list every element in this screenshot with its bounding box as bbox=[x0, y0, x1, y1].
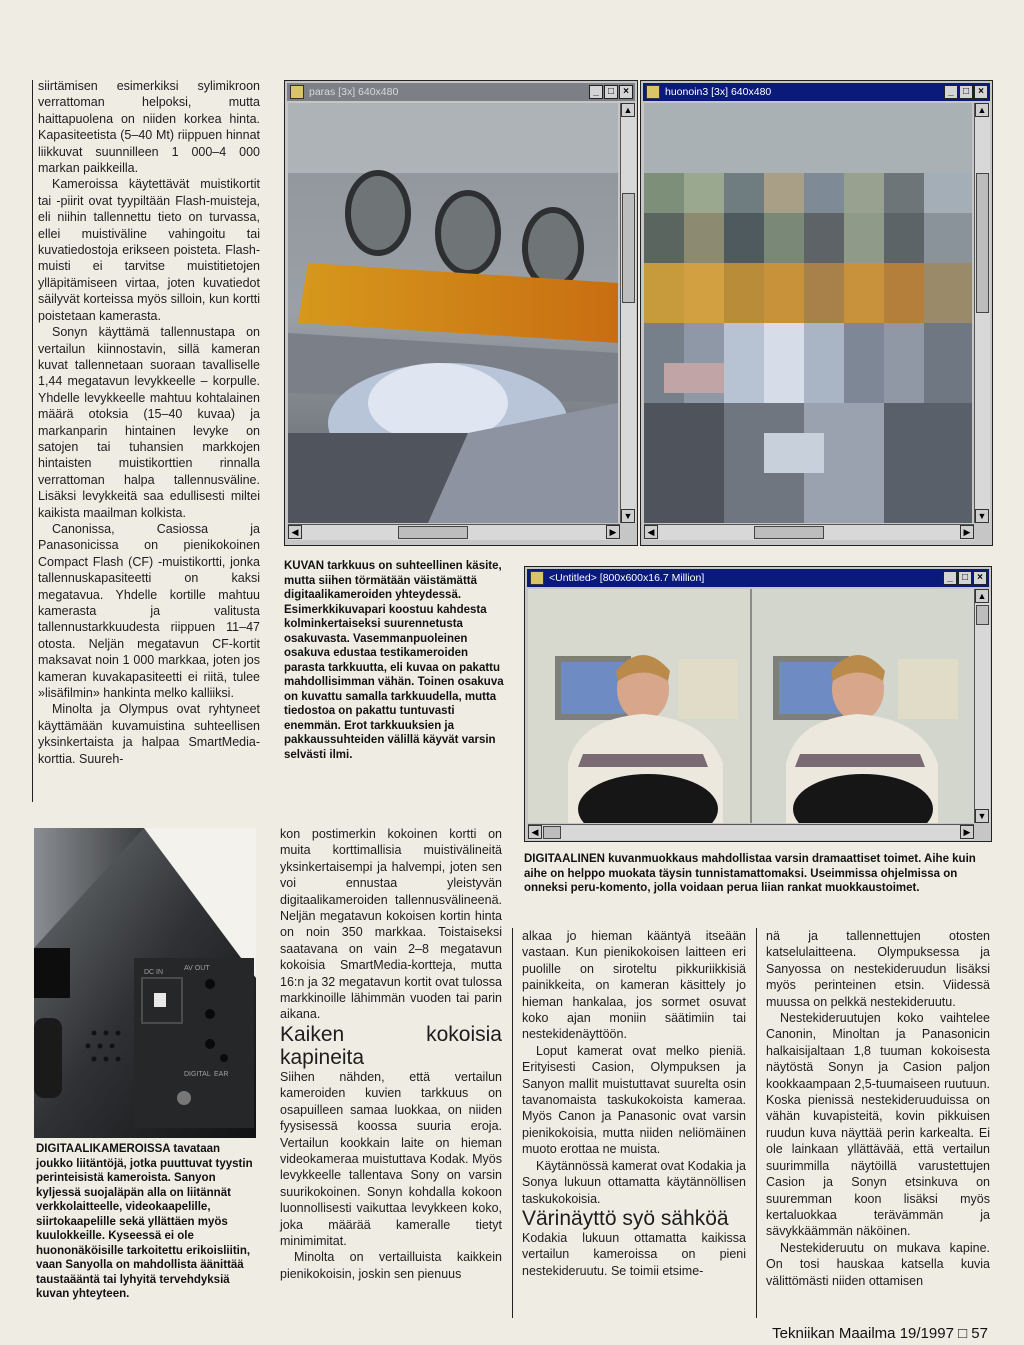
paragraph: Sonyn käyttämä tallennustapa on vertailun kiinnostavin, sillä kameran kuvat tallennetaan suoraan tavalliselle 1,44 megatavun levykkeelle – korpulle. Yhdelle levykkeelle mahtuu kohtalainen määrä otoksia (15–40 kuvaa) ja markanparin hintainen levyke on satojen tai tuhansien markkojen hintaisten muistikorttien rinnalla verrattoman halpa tallennusväline. Lisäksi levykkeitä saa edullisesti miltei kaikista maailman kolkista. bbox=[38, 325, 260, 520]
paragraph: nä ja tallennettujen otosten katselulaitteena. Olympuksessa ja Sanyossa on nestekideruudun lisäksi myös perinteinen etsin. Viidessä muussa on pelkkä nestekideruutu. bbox=[766, 929, 990, 1009]
section-heading: Värinäyttö syö sähköä bbox=[522, 1206, 729, 1230]
section-heading: Kaiken kokoisia kapineita bbox=[280, 1022, 502, 1069]
paragraph: Käytännössä kamerat ovat Kodakia ja Sonya lukuun ottamatta käytännöllisen taskukokoisia. bbox=[522, 1158, 746, 1206]
vertical-scrollbar[interactable] bbox=[620, 103, 636, 523]
scroll-thumb[interactable] bbox=[976, 173, 989, 313]
minimize-icon[interactable]: _ bbox=[944, 85, 958, 99]
horizontal-scrollbar[interactable] bbox=[644, 524, 974, 540]
camera-connector-photo bbox=[34, 828, 256, 1138]
paragraph: Nestekideruutu on mukava kapine. On tosi hauskaa katsella kuvia välittömästi niiden ottamisen bbox=[766, 1240, 990, 1288]
scroll-thumb[interactable] bbox=[543, 826, 561, 839]
minimize-icon[interactable]: _ bbox=[589, 85, 603, 99]
ear-label: EAR bbox=[214, 1071, 229, 1078]
vertical-scrollbar[interactable] bbox=[974, 103, 990, 523]
app-icon bbox=[290, 85, 304, 99]
scroll-up-icon[interactable]: ▲ bbox=[975, 589, 989, 603]
image-window-worst[interactable] bbox=[640, 80, 993, 546]
scroll-thumb[interactable] bbox=[754, 526, 824, 539]
app-icon bbox=[530, 571, 544, 585]
paragraph: Minolta on vertailluista kaikkein pienikokoisin, joskin sen pienuus bbox=[280, 1250, 502, 1281]
paragraph: siirtämisen esimerkiksi sylimikroon verrattoman helpoksi, mutta haittapuolena on niiden korkea hinta. Kapasiteetista (5–40 Mt) riippuen hinnat liikkuvat suunnilleen 1 000–4 000 markan paikkeilla. bbox=[38, 79, 260, 176]
paragraph: kon postimerkin kokoinen kortti on muita korttimallisia muistivälineitä yksinkertaisempi ja halvempi, joten sen voi ennustaa yleistyvän digitaalikameroiden tallennusvälineenä. Neljän megatavun kokoisen kortin hinta on noin 350 markkaa. Toistaiseksi saatavana on vain 2–8 megatavun kokoisia SmartMedia-kortteja, mutta 16:n ja 32 megatavun kortit ovat tulossa markkinoille lähimmän vuoden tai parin aikana. bbox=[280, 827, 502, 1022]
close-icon[interactable]: × bbox=[973, 571, 987, 585]
article-column-3 bbox=[522, 928, 746, 1279]
app-icon bbox=[646, 85, 660, 99]
maximize-icon[interactable]: □ bbox=[604, 85, 618, 99]
scroll-right-icon[interactable]: ▶ bbox=[960, 825, 974, 839]
scroll-left-icon[interactable]: ◀ bbox=[528, 825, 542, 839]
paragraph: Loput kamerat ovat melko pieniä. Erityisesti Casion, Olympuksen ja Sanyon mallit muistuttavat suurelta osin tavanomaista taskukokoista kameraa. Myös Canon ja Panasonic ovat varsin pienikokoisia, mutta niiden neliömäinen muoto erottaa ne muista. bbox=[522, 1043, 746, 1157]
sharp-image bbox=[288, 103, 618, 523]
scroll-left-icon[interactable]: ◀ bbox=[644, 525, 658, 539]
page-footer: Tekniikan Maailma 19/1997 □ 57 bbox=[772, 1325, 988, 1342]
scroll-up-icon[interactable]: ▲ bbox=[621, 103, 635, 117]
column-rule bbox=[756, 928, 757, 1318]
paragraph: Canonissa, Casiossa ja Panasonicissa on pienikokoinen Compact Flash (CF) -muistikortti, jonka tallennuskapasiteetti on kaksi megatavua. Yhdelle kortille mahtuu kamerasta ja valitusta tallennustarkkuudesta riippuen 11–47 otosta. Neljän megatavun CF-kortit maksavat noin 1 000 markkaa, joten jos kameran kuvakapasiteetti ei riitä, tulee »lisäfilmin» hankinta melko kalliiksi. bbox=[38, 521, 260, 701]
article-column-2 bbox=[280, 826, 502, 1282]
article-column-4 bbox=[766, 928, 990, 1289]
paragraph: alkaa jo hieman kääntyä itseään vastaan. Kun pienikokoisen laitteen eri puolille on siroteltu pikkuriikkisiä painikkeita, on kameran käsittely jo hieman hankalaa, jos sormet osuvat koko ajan moniin säätimiin tai nestekidenäyttöön. bbox=[522, 929, 746, 1042]
window-titlebar[interactable] bbox=[643, 83, 990, 101]
column-rule bbox=[32, 80, 33, 802]
window-title: <Untitled> [800x600x16.7 Million] bbox=[549, 572, 705, 584]
scroll-left-icon[interactable]: ◀ bbox=[288, 525, 302, 539]
scroll-thumb[interactable] bbox=[622, 193, 635, 303]
maximize-icon[interactable]: □ bbox=[958, 571, 972, 585]
caption-image-sharpness: KUVAN tarkkuus on suhteellinen käsite, mutta siihen törmätään väistämättä digitaalikameroiden yhteydessä. Esimerkkikuvapari koostuu kahdesta kolminkertaiseksi suurennetusta osakuvasta. Vasemmanpuoleinen osakuva edustaa testikameroiden parasta tarkkuutta, eli kuvaa on pakattu mahdollisimman vähän. Toinen osakuva on kuvattu samalla tarkkuudella, mutta tiedostoa on pakattu tuntuvasti enemmän. Erot tarkkuuksien ja pakkaussuhteiden välillä käyvät varsin selvästi ilmi. bbox=[284, 560, 504, 761]
window-title: huonoin3 [3x] 640x480 bbox=[665, 86, 772, 98]
av-out-label: AV OUT bbox=[184, 965, 210, 972]
scroll-thumb[interactable] bbox=[398, 526, 468, 539]
edited-photo bbox=[528, 589, 974, 823]
image-window-untitled[interactable] bbox=[524, 566, 992, 842]
scroll-thumb[interactable] bbox=[976, 605, 989, 625]
close-icon[interactable]: × bbox=[974, 85, 988, 99]
caption-digital-editing: DIGITAALINEN kuvanmuokkaus mahdollistaa varsin dramaattiset toimet. Aihe kuin aihe on helppo muokata täysin tunnistamattomaksi. Useimmissa ohjelmissa on onneksi peru-komento, jolla voidaan perua liian rankat muokkaustoimet. bbox=[524, 853, 976, 894]
dc-in-label: DC IN bbox=[144, 969, 164, 976]
horizontal-scrollbar[interactable] bbox=[528, 824, 974, 840]
paragraph: Kameroissa käytettävät muistikortit tai -piirit ovat tyypiltään Flash-muisteja, eli niihin tallennettu tieto on turvassa, ellei muistiväline vahingoitu tai kuvatiedostoja erikseen poisteta. Flash-muisti ei tarvitse muistitietojen ylläpitämiseen virtaa, joten kuvatiedot säilyvät korteissa myös silloin, kun kortti poistetaan kamerasta. bbox=[38, 177, 260, 323]
scroll-right-icon[interactable]: ▶ bbox=[606, 525, 620, 539]
digital-label: DIGITAL bbox=[184, 1071, 211, 1078]
close-icon[interactable]: × bbox=[619, 85, 633, 99]
paragraph: Siihen nähden, että vertailun kameroiden kuvien tarkkuus on osapuilleen samaa luokkaa, on niiden fyysisessä koossa suuria eroja. Vertailun kookkain laite on hieman videokameraa muistuttava Kodak. Myös levykkeelle tallentava Sony on varsin suurikokoinen. Sonyn kohdalla kokoon luonnollisesti vaikuttaa levykkeen koko, joka määrää kameralle tietyt minimimitat. bbox=[280, 1069, 502, 1248]
column-rule bbox=[512, 928, 513, 1318]
horizontal-scrollbar[interactable] bbox=[288, 524, 620, 540]
scroll-right-icon[interactable]: ▶ bbox=[960, 525, 974, 539]
scroll-up-icon[interactable]: ▲ bbox=[975, 103, 989, 117]
paragraph: Minolta ja Olympus ovat ryhtyneet käyttämään kuvamuistina suhteellisen yksinkertaista ja halpaa SmartMedia-korttia. Suureh- bbox=[38, 702, 260, 766]
minimize-icon[interactable]: _ bbox=[943, 571, 957, 585]
paragraph: Nestekideruutujen koko vaihtelee Canonin, Minoltan ja Panasonicin halkaisijaltaan 1,8 tuuman kokoisesta näytöstä Sonyn ja Casion paljon kookkaampaan 2,5-tuumaiseen ruutuun. Koska pienissä nestekideruuduissa on vähän kuvapisteitä, kovin pikkuisen ruudun kuva näyttää perin karkealta. Ei ole lainkaan yllättävää, että vertailun suurimmilla näytöillä varustettujen Casion ja Sonyn etsinkuva on suuremman koon lisäksi myös kertaluokkaa terävämmän ja sävykkäämmän näköinen. bbox=[766, 1011, 990, 1239]
vertical-scrollbar[interactable] bbox=[974, 589, 990, 823]
window-titlebar[interactable] bbox=[527, 569, 989, 587]
scroll-down-icon[interactable]: ▼ bbox=[975, 809, 989, 823]
window-title: paras [3x] 640x480 bbox=[309, 86, 399, 98]
scroll-down-icon[interactable]: ▼ bbox=[975, 509, 989, 523]
article-column-1 bbox=[38, 78, 260, 767]
image-window-best[interactable] bbox=[284, 80, 638, 546]
caption-camera-connectors: DIGITAALIKAMEROISSA tavataan joukko liitäntöjä, jotka puuttuvat tyystin perinteisistä kameroista. Sanyon kyljessä suojaläpän alla on liitännät verkkolaitteelle, videokaapelille, siirtokaapelille sekä yllättäen myös kuulokkeille. Kyseessä ei ole huononäköisille tarkoitettu erikoisliitin, vaan Sanyolla on mahdollista äänittää taustaääntä tai lyhyitä tervehdyksiä kuvan yhteyteen. bbox=[36, 1143, 253, 1300]
scroll-down-icon[interactable]: ▼ bbox=[621, 509, 635, 523]
maximize-icon[interactable]: □ bbox=[959, 85, 973, 99]
window-titlebar[interactable] bbox=[287, 83, 635, 101]
paragraph: Kodakia lukuun ottamatta kaikissa vertailun kameroissa on pieni nestekideruutu. Se toimii etsime- bbox=[522, 1230, 746, 1278]
compressed-image bbox=[644, 103, 972, 523]
